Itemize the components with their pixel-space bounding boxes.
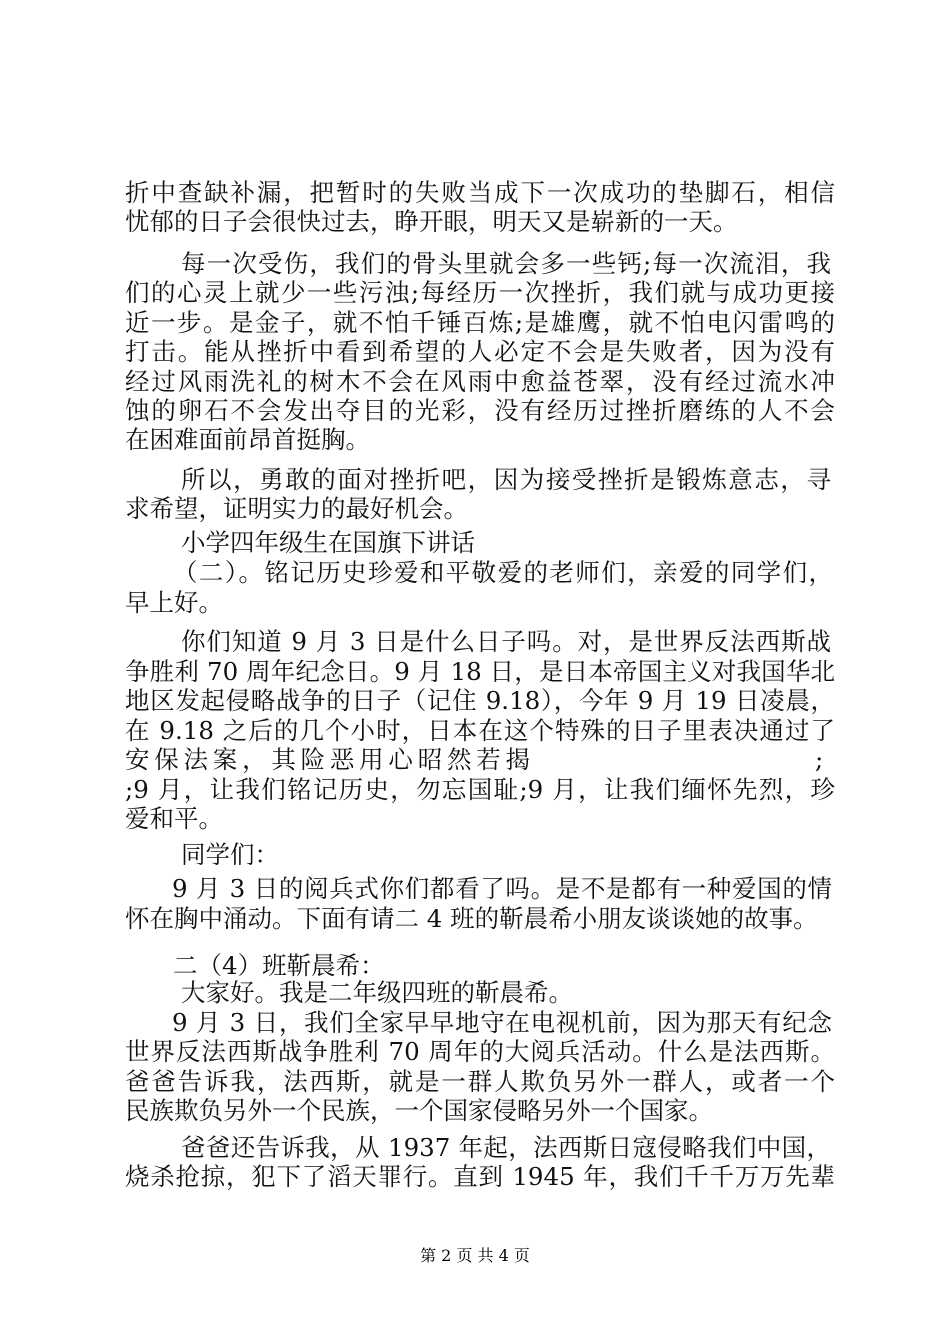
text-line: 同学们： [181,839,279,869]
text-line: 大家好。我是二年级四班的靳晨希。 [181,978,573,1008]
text-line: 每一次受伤，我们的骨头里就会多一些钙;每一次流泪，我 [181,248,831,278]
speech-title: 小学四年级生在国旗下讲话 [181,528,475,558]
speaker-heading: 二（4）班靳晨希： [173,950,385,980]
page-footer: 第 2 页 共 4 页 [420,1246,530,1265]
text-line: 近一步。是金子，就不怕千锤百炼;是雄鹰，就不怕电闪雷鸣的 [125,307,835,337]
text-line: 9 月 3 日，我们全家早早地守在电视机前，因为那天有纪念 [172,1007,832,1037]
text-line: 怀在胸中涌动。下面有请二 4 班的靳晨希小朋友谈谈她的故事。 [125,903,818,933]
text-line: 地区发起侵略战争的日子（记住 9.18），今年 9 月 19 日凌晨， [125,686,835,716]
text-line: 求希望，证明实力的最好机会。 [125,494,468,524]
text-line: 世界反法西斯战争胜利 70 周年的大阅兵活动。什么是法西斯。 [125,1037,835,1067]
text-line: 折中查缺补漏，把暂时的失败当成下一次成功的垫脚石，相信 [125,178,835,207]
text-line: 烧杀抢掠，犯下了滔天罪行。直到 1945 年，我们千千万万先辈 [125,1162,835,1191]
text-line: 你们知道 9 月 3 日是什么日子吗。对，是世界反法西斯战 [181,627,831,657]
text-line: ;9 月，让我们铭记历史，勿忘国耻;9 月，让我们缅怀先烈，珍 [125,774,835,804]
text-line: 争胜利 70 周年纪念日。9 月 18 日，是日本帝国主义对我国华北 [125,656,835,686]
text-line: 蚀的卵石不会发出夺目的光彩，没有经历过挫折磨练的人不会 [125,396,835,425]
text-line: （二）。铭记历史珍爱和平敬爱的老师们，亲爱的同学们， [173,558,833,588]
text-line: 忧郁的日子会很快过去，睁开眼，明天又是崭新的一天。 [125,207,738,237]
text-line: 早上好。 [125,587,223,617]
text-line: 在困难面前昂首挺胸。 [125,425,370,455]
text-line: 爸爸还告诉我，从 1937 年起，法西斯日寇侵略我们中国， [181,1132,831,1162]
text-line: 安保法案，其险恶用心昭然若揭 [125,745,530,775]
text-line: 所以，勇敢的面对挫折吧，因为接受挫折是锻炼意志，寻 [181,465,831,495]
text-line: 爱和平。 [125,804,223,834]
text-line: 经过风雨洗礼的树木不会在风雨中愈益苍翠，没有经过流水冲 [125,366,835,396]
text-line: 们的心灵上就少一些污浊;每经历一次挫折，我们就与成功更接 [125,278,835,308]
text-line: 9 月 3 日的阅兵式你们都看了吗。是不是都有一种爱国的情 [172,874,832,904]
text-line: 打击。能从挫折中看到希望的人必定不会是失败者，因为没有 [125,337,835,367]
text-line: 民族欺负另外一个民族，一个国家侵略另外一个国家。 [125,1096,713,1126]
text-line: 爸爸告诉我，法西斯，就是一群人欺负另外一群人，或者一个 [125,1066,835,1096]
text-line: 在 9.18 之后的几个小时，日本在这个特殊的日子里表决通过了 [125,715,835,745]
text-line: ; [815,745,824,775]
